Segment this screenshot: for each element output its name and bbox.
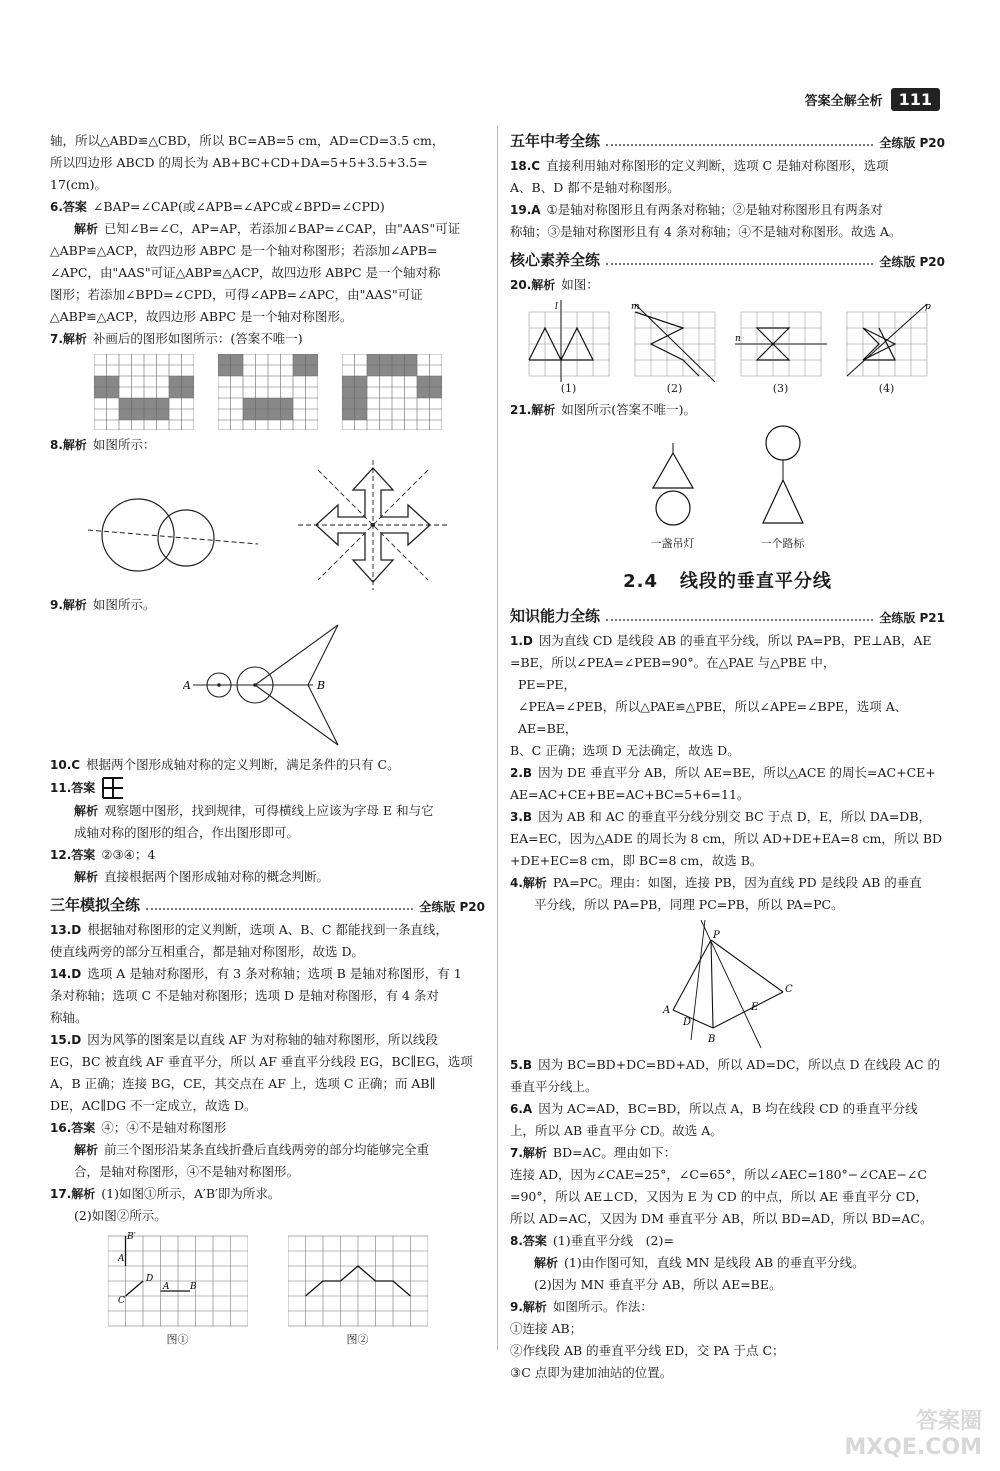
- q16-analysis: 解析 前三个图形沿某条直线折叠后直线两旁的部分均能够完全重: [74, 1142, 430, 1157]
- text-line: PE=PE，: [518, 677, 577, 692]
- q17-figure-1: [108, 1231, 248, 1347]
- section-header: 核心素养全练 全练版 P20: [510, 251, 945, 269]
- text-line: EG，BC 被直线 AF 垂直平分，所以 AF 垂直平分线段 EG，BC∥EG，选项: [50, 1054, 473, 1069]
- text-line: △ABP≌△ACP，故四边形 ABPC 是一个轴对称图形。: [50, 309, 353, 324]
- q17-analysis: 17.解析 (1)如图①所示，A′B′即为所求。: [50, 1186, 281, 1201]
- grid-figure-3: [342, 354, 442, 430]
- text-line: ②作线段 AB 的垂直平分线 ED，交 PA 于点 C；: [510, 1343, 785, 1358]
- figure-caption: (1): [560, 382, 577, 395]
- svg-text:C: C: [117, 1296, 125, 1306]
- q9-analysis: 9.解析 如图所示。作法：: [510, 1299, 653, 1314]
- text-line: 垂直平分线上。: [510, 1079, 598, 1094]
- svg-text:B: B: [189, 1282, 197, 1292]
- svg-text:P: P: [712, 930, 720, 941]
- svg-text:E: E: [750, 1002, 758, 1013]
- svg-text:A′: A′: [117, 1254, 127, 1264]
- figure-caption: (4): [878, 382, 895, 395]
- text-line: +DE+EC=8 cm，即 BC=8 cm，故选 B。: [510, 853, 763, 868]
- q15-answer: 15.D 因为风筝的图案是以直线 AF 为对称轴的轴对称图形，所以线段: [50, 1032, 438, 1047]
- svg-text:D: D: [682, 1017, 691, 1028]
- q16-answer: 16.答案 ④；④不是轴对称图形: [50, 1120, 227, 1135]
- q14-answer: 14.D 选项 A 是轴对称图形，有 3 条对称轴；选项 B 是轴对称图形，有 1: [50, 966, 462, 981]
- q21-lamp-figure: [643, 443, 703, 551]
- text-line: ①连接 AB；: [510, 1321, 583, 1336]
- e-mirror-symbol: [101, 776, 125, 800]
- q20-figure-4: [841, 300, 933, 395]
- q4-analysis: 4.解析 PA=PC。理由：如图，连接 PB，因为直线 PD 是线段 AB 的垂直: [510, 875, 922, 890]
- two-circles-figure: [88, 480, 258, 590]
- svg-text:p: p: [924, 302, 931, 312]
- q8-figures: [50, 460, 485, 590]
- q17-figure-2: [288, 1231, 428, 1347]
- text-line: 使直线两旁的部分互相重合，都是轴对称图形，故选 D。: [50, 944, 364, 959]
- q5-answer: 5.B 因为 BC=BD+DC=BD+AD，所以 AD=DC，所以点 D 在线段 AC 的: [510, 1057, 941, 1072]
- lesson-title: 2.4 线段的垂直平分线: [623, 571, 832, 592]
- q10-answer: 10.C 根据两个图形成轴对称的定义判断，满足条件的只有 C。: [50, 757, 400, 772]
- column-divider: [497, 125, 498, 1350]
- watermark: 答案圈 MXQE.COM: [844, 1409, 982, 1460]
- figure-caption: (2): [666, 382, 683, 395]
- q7-analysis: 7.解析 BD=AC。理由如下：: [510, 1145, 677, 1160]
- q11-analysis: 解析 观察题中图形，找到规律，可得横线上应该为字母 E 和与它: [74, 803, 434, 818]
- q12-answer: 12.答案 ②③④；4: [50, 847, 156, 862]
- text-line: 所以 AD=AC，又因为 DM 垂直平分 AB，所以 BD=AD，所以 BD=AC。: [510, 1211, 933, 1226]
- page-number: 111: [891, 88, 940, 111]
- arrows-figure: [298, 460, 448, 590]
- q20-figure-3: [735, 300, 827, 395]
- q3-answer: 3.B 因为 AB 和 AC 的垂直平分线分别交 BC 于点 D，E，所以 DA=DB，: [510, 809, 932, 824]
- text-line: △ABP≌△ACP，故四边形 ABPC 是一个轴对称图形；若添加∠APB=: [50, 243, 438, 258]
- text-line: 连接 AD，因为∠CAE=25°，∠C=65°，所以∠AEC=180°−∠CAE−∠C: [510, 1167, 927, 1182]
- text-line: AE=AC+CE+BE=AC+BC=5+6=11。: [510, 787, 750, 802]
- text-line: A、B、D 都不是轴对称图形。: [510, 180, 680, 195]
- svg-text:A: A: [182, 679, 191, 692]
- figure-caption: 一盏吊灯: [650, 537, 695, 550]
- svg-text:m: m: [630, 302, 640, 312]
- grid-figure-1: [94, 354, 194, 430]
- text-line: ③C 点即为建加油站的位置。: [510, 1365, 673, 1380]
- q12-analysis: 解析 直接根据两个图形成轴对称的概念判断。: [74, 869, 330, 884]
- figure-caption: 一个路标: [760, 537, 805, 550]
- text-line: ∠APC，由"AAS"可证△ABP≌△ACP，故四边形 ABPC 是一个轴对称: [50, 265, 441, 280]
- text-line: 上，所以 AB 垂直平分 CD。故选 A。: [510, 1123, 723, 1138]
- text-line: 所以四边形 ABCD 的周长为 AB+BC+CD+DA=5+5+3.5+3.5=: [50, 155, 428, 170]
- q17-figures: [50, 1231, 485, 1347]
- text-line: 称轴。: [50, 1010, 88, 1025]
- section-header: 知识能力全练 全练版 P21: [510, 607, 945, 625]
- svg-text:A: A: [162, 1282, 169, 1292]
- kite-figure: [183, 620, 353, 750]
- header-title: 答案全解全析: [804, 94, 883, 109]
- figure-caption: 图①: [166, 1333, 189, 1346]
- q21-sign-figure: [753, 425, 813, 551]
- text-line: ∠PEA=∠PEB，所以△PAE≌△PBE，所以∠APE=∠BPE，选项 A、: [518, 699, 908, 714]
- q19-answer: 19.A ①是轴对称图形且有两条对称轴；②是轴对称图形且有两条对: [510, 202, 883, 217]
- svg-text:n: n: [734, 334, 741, 344]
- text-line: 17(cm)。: [50, 177, 108, 192]
- q18-answer: 18.C 直接利用轴对称图形的定义判断，选项 C 是轴对称图形，选项: [510, 158, 889, 173]
- text-line: EA=EC，因为△ADE 的周长为 8 cm，所以 AD+DE+EA=8 cm，所以 BD: [510, 831, 943, 846]
- svg-text:A: A: [662, 1005, 670, 1016]
- text-line: 平分线，所以 PA=PB，同理 PC=PB，所以 PA=PC。: [534, 897, 844, 912]
- q6-answer: 6.A 因为 AC=AD，BC=BD，所以点 A，B 均在线段 CD 的垂直平分线: [510, 1101, 918, 1116]
- q9-figure: [50, 620, 485, 750]
- figure-caption: (3): [772, 382, 789, 395]
- text-line: (2)因为 MN 垂直平分 AB，所以 AE=BE。: [534, 1277, 782, 1292]
- svg-text:l: l: [554, 302, 558, 312]
- page-header: [805, 88, 940, 111]
- q8-answer: 8.答案 (1)垂直平分线 (2)=: [510, 1233, 674, 1248]
- svg-text:D: D: [145, 1274, 153, 1284]
- text-line: 成轴对称的图形的组合，作出图形即可。: [74, 825, 300, 840]
- section-header: 五年中考全练 全练版 P20: [510, 132, 945, 150]
- q20-figures: [510, 300, 945, 395]
- right-column: [510, 130, 945, 1384]
- text-line: (2)如图②所示。: [74, 1208, 167, 1223]
- q21-analysis: 21.解析 如图所示(答案不唯一)。: [510, 402, 697, 417]
- q7-analysis: 7.解析 补画后的图形如图所示：(答案不唯一): [50, 331, 303, 346]
- left-column: [50, 130, 485, 1351]
- q9-analysis: 9.解析 如图所示。: [50, 597, 156, 612]
- q6-analysis: 解析 已知∠B=∠C，AP=AP，若添加∠BAP=∠CAP，由"AAS"可证: [74, 221, 461, 236]
- text-line: 图形；若添加∠BPD=∠CPD，可得∠APB=∠APC，由"AAS"可证: [50, 287, 423, 302]
- q7-grids: [50, 354, 485, 430]
- q20-figure-2: [629, 300, 721, 395]
- q20-analysis: 20.解析 如图：: [510, 277, 599, 292]
- q4-figure: [510, 920, 945, 1050]
- q13-answer: 13.D 根据轴对称图形的定义判断，选项 A、B、C 都能找到一条直线，: [50, 922, 448, 937]
- q8-analysis: 8.解析 如图所示：: [50, 437, 156, 452]
- text-line: 称轴；③是轴对称图形且有 4 条对称轴；④不是轴对称图形。故选 A。: [510, 224, 902, 239]
- grid-figure-2: [218, 354, 318, 430]
- svg-text:C: C: [784, 984, 793, 995]
- svg-text:B: B: [707, 1034, 715, 1045]
- text-line: 合，是轴对称图形，④不是轴对称图形。: [74, 1164, 300, 1179]
- perpendicular-bisector-figure: [653, 920, 803, 1050]
- q6-answer: 6.答案 ∠BAP=∠CAP(或∠APB=∠APC或∠BPD=∠CPD): [50, 199, 385, 214]
- q11-answer: 11.答案: [50, 776, 485, 800]
- svg-text:B′: B′: [126, 1232, 136, 1242]
- text-line: AE=BE，: [518, 721, 578, 736]
- section-header: 三年模拟全练 全练版 P20: [50, 896, 485, 914]
- q20-figure-1: [523, 300, 615, 395]
- figure-caption: 图②: [346, 1333, 369, 1346]
- q2-answer: 2.B 因为 DE 垂直平分 AB，所以 AE=BE，所以△ACE 的周长=AC+CE+: [510, 765, 936, 780]
- text-line: =BE，所以∠PEA=∠PEB=90°。在△PAE 与△PBE 中，: [510, 655, 836, 670]
- svg-text:B: B: [316, 679, 325, 692]
- q21-figures: [510, 425, 945, 551]
- text-line: B、C 正确；选项 D 无法确定，故选 D。: [510, 743, 740, 758]
- q1-answer: 1.D 因为直线 CD 是线段 AB 的垂直平分线，所以 PA=PB，PE⊥AB，AE: [510, 633, 932, 648]
- text-line: 轴，所以△ABD≌△CBD，所以 BC=AB=5 cm，AD=CD=3.5 cm，: [50, 133, 445, 148]
- text-line: 条对称轴；选项 C 不是轴对称图形；选项 D 是轴对称图形，有 4 条对: [50, 988, 439, 1003]
- text-line: =90°，所以 AE⊥CD，又因为 E 为 CD 的中点，所以 AE 垂直平分 CD，: [510, 1189, 928, 1204]
- text-line: A，B 正确；连接 BG，CE，其交点在 AF 上，选项 C 正确；而 AB∥: [50, 1076, 436, 1091]
- q8-analysis: 解析 (1)由作图可知，直线 MN 是线段 AB 的垂直平分线。: [534, 1255, 865, 1270]
- text-line: DE，AC∥DG 不一定成立，故选 D。: [50, 1098, 257, 1113]
